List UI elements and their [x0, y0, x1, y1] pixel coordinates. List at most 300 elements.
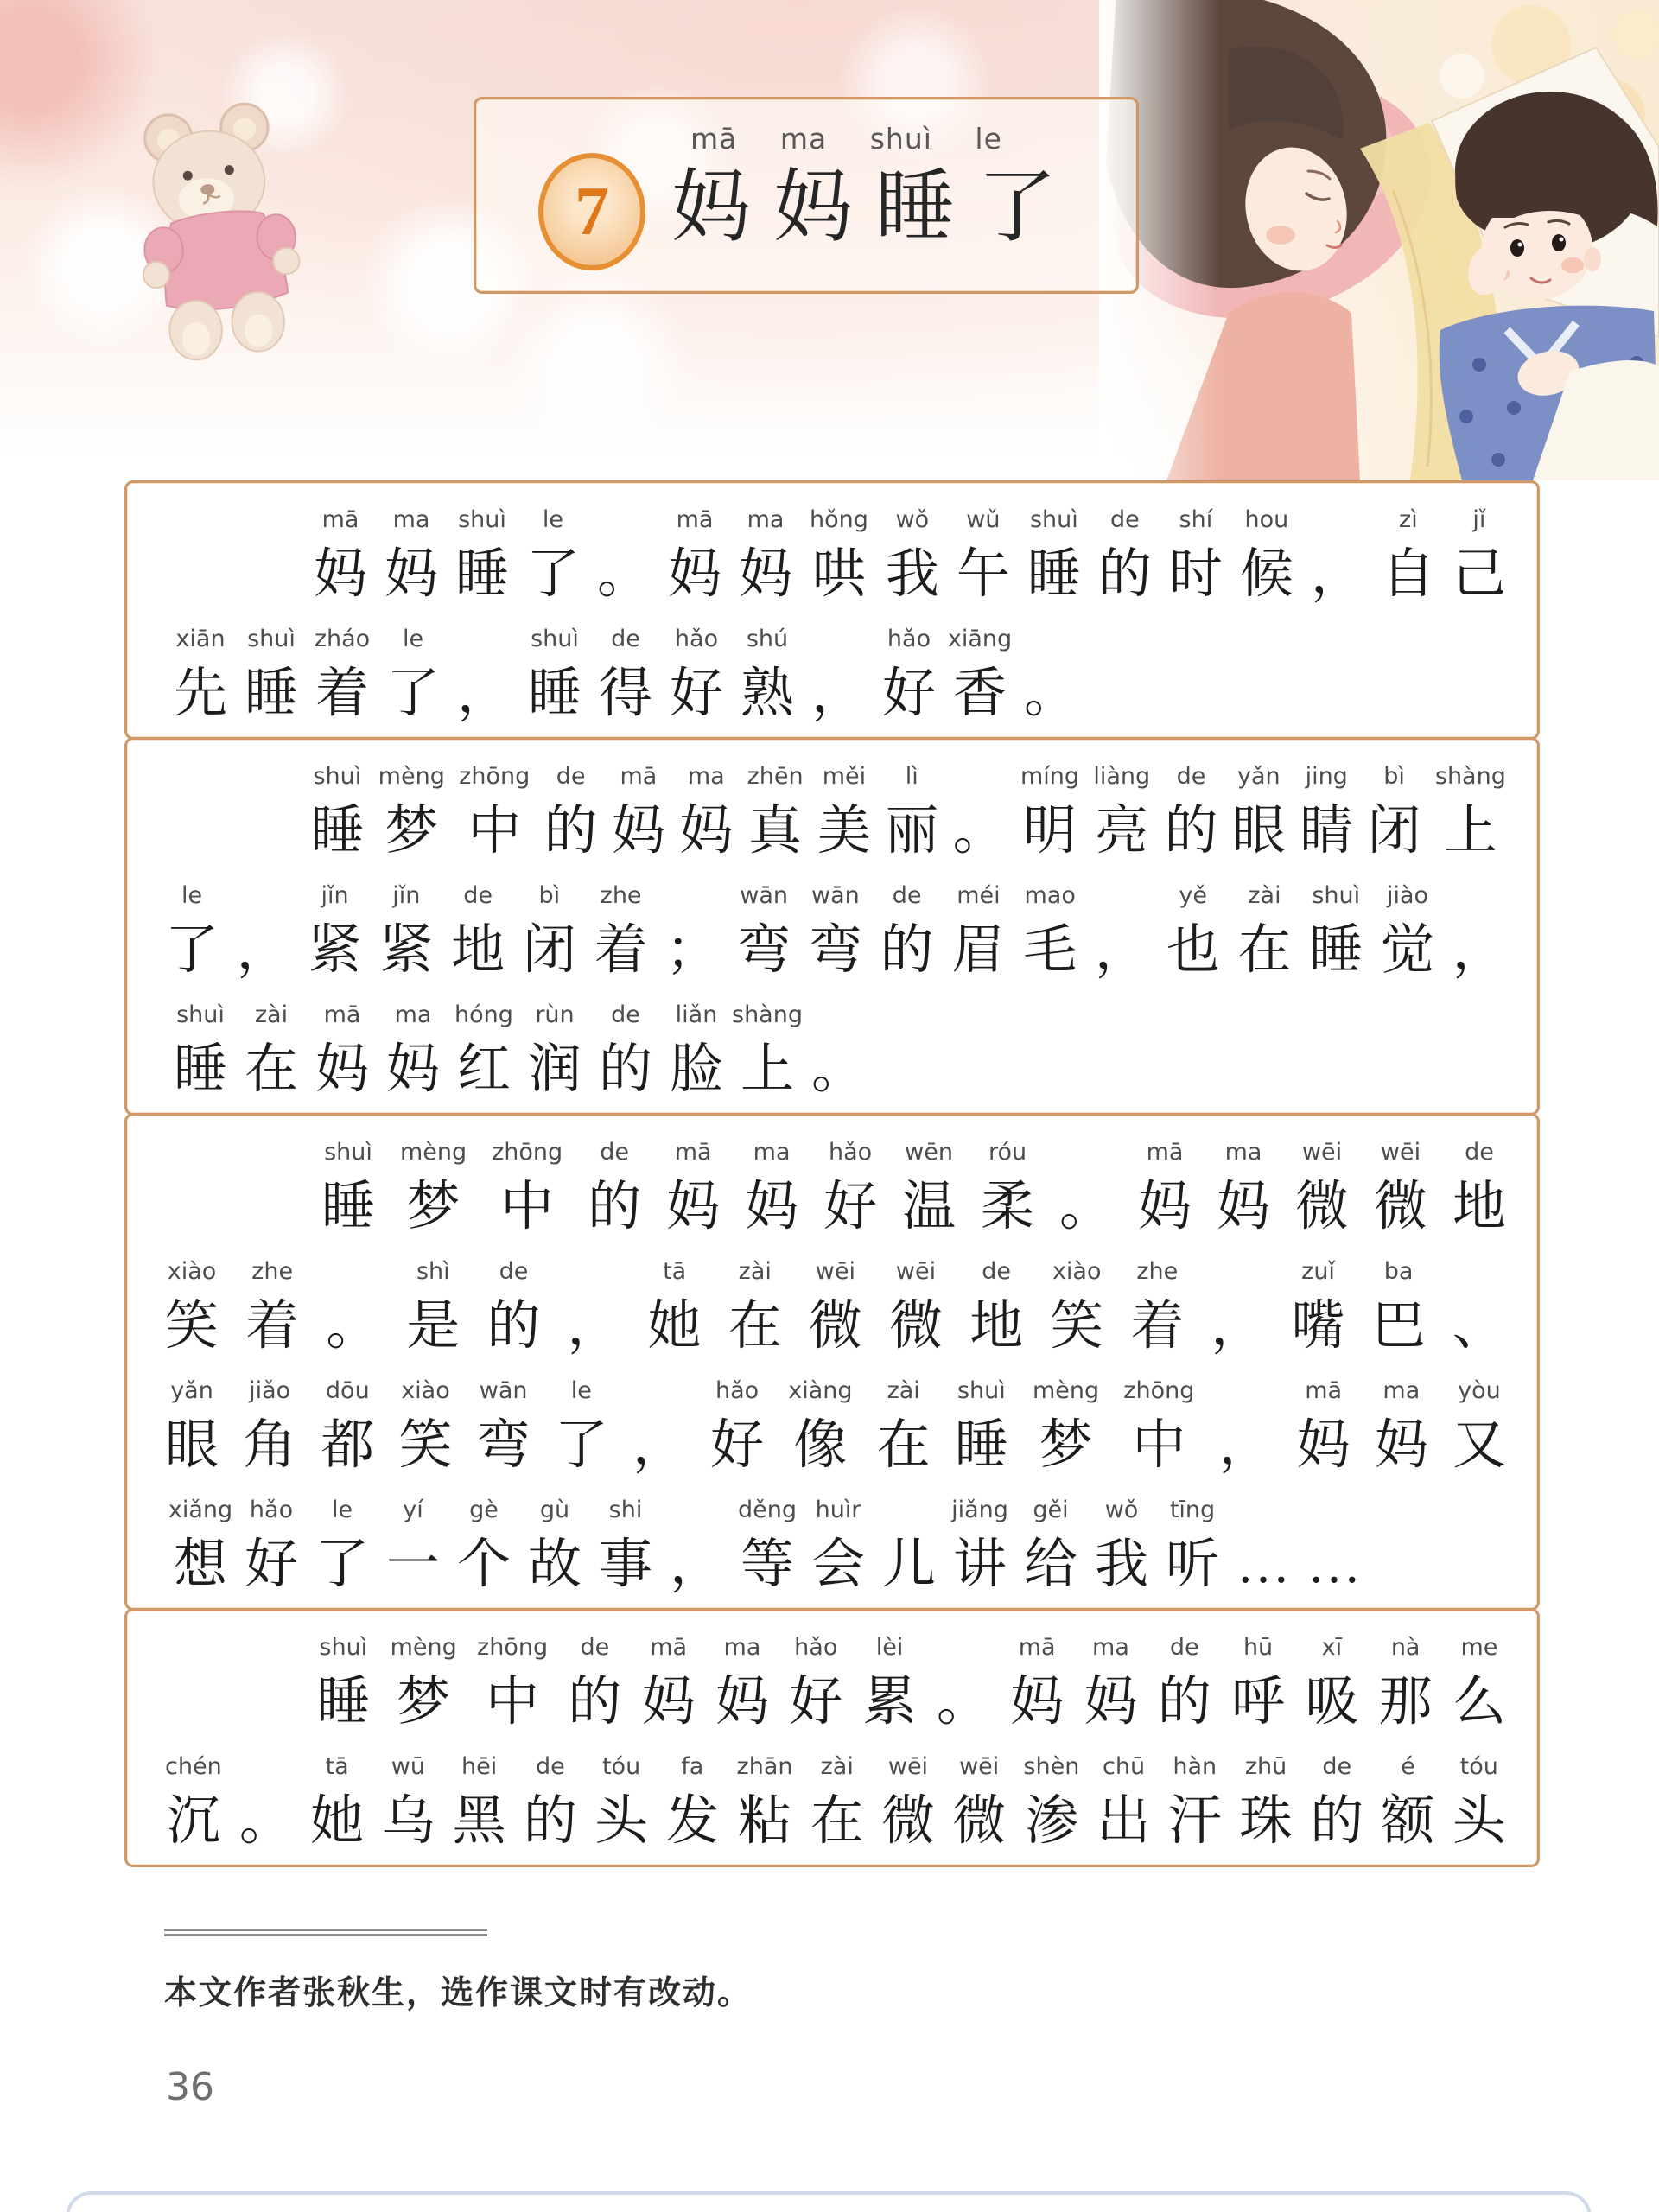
pinyin: tóu [1459, 1753, 1498, 1780]
char-with-pinyin [1368, 750, 1421, 869]
char-with-pinyin [679, 750, 733, 869]
hanzi: 睡 [173, 1040, 227, 1099]
pinyin: mèng [378, 763, 445, 790]
pinyin: shú [746, 626, 789, 652]
hanzi: 脸 [669, 1040, 723, 1099]
char-with-pinyin [747, 750, 804, 869]
mother-child-illustration [1099, 0, 1659, 480]
hanzi: 妈 [1217, 1178, 1271, 1236]
hanzi: 地 [969, 1297, 1024, 1356]
hanzi: 出 [1096, 1792, 1151, 1851]
hanzi: 妈 [738, 545, 792, 604]
pinyin: de [556, 763, 586, 790]
char-with-pinyin [951, 869, 1005, 988]
hanzi: 。 [1059, 1178, 1114, 1236]
hanzi: 我 [1094, 1535, 1148, 1594]
pinyin: shuì [324, 1139, 372, 1166]
hanzi: 。 [238, 1792, 293, 1851]
punctuation [874, 1484, 944, 1603]
pinyin: de [463, 882, 493, 909]
pinyin: de [1109, 506, 1140, 533]
char-with-pinyin [316, 1621, 370, 1740]
pinyin: ma [1224, 1139, 1262, 1166]
char-with-pinyin [880, 869, 934, 988]
char-with-pinyin [1086, 1484, 1157, 1603]
hanzi: 微 [1373, 1178, 1427, 1236]
punctuation [1311, 493, 1364, 613]
pinyin: shuì [531, 626, 579, 652]
char-with-pinyin [1097, 1740, 1151, 1859]
lesson-title-group [671, 122, 1121, 254]
hanzi: 事 [598, 1535, 652, 1594]
hanzi: 像 [793, 1416, 848, 1475]
hanzi: 熟 [740, 664, 794, 723]
char-with-pinyin [391, 1621, 457, 1740]
pinyin: tā [663, 1258, 687, 1285]
pinyin: děng [737, 1497, 797, 1523]
punctuation [597, 493, 651, 613]
hanzi: 都 [321, 1416, 375, 1475]
char-with-pinyin [448, 1484, 519, 1603]
hanzi: 眼 [165, 1416, 219, 1475]
char-with-pinyin [236, 988, 307, 1108]
teddy-bear-illustration [111, 94, 355, 367]
char-with-pinyin [165, 1740, 222, 1859]
hanzi: 妈 [1138, 1178, 1192, 1236]
pinyin: zhe [1136, 1258, 1179, 1285]
hanzi: 想 [173, 1535, 227, 1594]
pinyin: zhōng [477, 1634, 549, 1661]
paragraph-box [124, 737, 1540, 1116]
hanzi: 温 [902, 1178, 957, 1236]
hanzi: 那 [1378, 1673, 1433, 1732]
pinyin: jǐ [1472, 506, 1486, 533]
char-with-pinyin [310, 750, 364, 869]
char-with-pinyin [321, 1364, 374, 1484]
hanzi: 微 [1294, 1178, 1349, 1236]
hanzi: 微 [888, 1297, 943, 1356]
pinyin: shèn [1023, 1753, 1080, 1780]
hanzi: 润 [527, 1040, 582, 1099]
char-with-pinyin [1093, 750, 1150, 869]
hanzi: 了 [554, 1416, 608, 1475]
char-with-pinyin [863, 1621, 917, 1740]
hanzi: 美 [817, 802, 871, 861]
char-with-pinyin [902, 1126, 956, 1245]
hanzi: ， [1094, 921, 1148, 980]
pinyin: bì [538, 882, 561, 909]
char-with-pinyin [523, 869, 576, 988]
char-with-pinyin [245, 1245, 299, 1364]
pinyin: jiǎng [951, 1497, 1008, 1523]
hanzi: 呼 [1231, 1673, 1286, 1732]
pinyin: jǐn [321, 882, 349, 909]
hanzi: 妈 [313, 545, 367, 604]
pinyin: zài [1248, 882, 1281, 909]
hanzi: 得 [598, 664, 652, 723]
pinyin: zài [887, 1377, 920, 1404]
char-with-pinyin [378, 750, 445, 869]
pinyin: ma [723, 1634, 761, 1661]
pinyin: tīng [1169, 1497, 1216, 1523]
char-with-pinyin [1452, 1740, 1506, 1859]
pinyin: hǎo [715, 1377, 760, 1404]
char-with-pinyin [809, 1245, 862, 1364]
pinyin: mā [620, 763, 658, 790]
pinyin: wēi [959, 1753, 1000, 1780]
pinyin: jiào [1386, 882, 1429, 909]
char-with-pinyin [728, 1245, 782, 1364]
hanzi: 中 [1132, 1416, 1186, 1475]
pinyin: yě [1179, 882, 1208, 909]
text-line [165, 988, 1506, 1108]
char-with-pinyin [710, 1364, 764, 1484]
pinyin: ma [392, 506, 430, 533]
pinyin: le [570, 1377, 592, 1404]
pinyin: de [982, 1258, 1011, 1285]
pinyin: zài [254, 1001, 289, 1028]
pinyin: shàng [732, 1001, 803, 1028]
hanzi: ， [1310, 545, 1364, 604]
hanzi: 、 [1452, 1297, 1506, 1356]
char-with-pinyin [588, 1126, 641, 1245]
text-line [165, 1245, 1506, 1364]
indent-spacer [165, 1126, 296, 1245]
char-with-pinyin [1381, 1740, 1434, 1859]
char-with-pinyin [165, 1245, 219, 1364]
hanzi: 上 [1443, 802, 1497, 861]
hanzi: 在 [876, 1416, 931, 1475]
hanzi: 汗 [1167, 1792, 1222, 1851]
text-line [165, 1621, 1506, 1740]
hanzi: 。 [1023, 664, 1077, 723]
pinyin: fa [681, 1753, 704, 1780]
hanzi: 的 [1310, 1792, 1364, 1851]
char-with-pinyin [1098, 493, 1152, 613]
pinyin: zì [1399, 506, 1418, 533]
char-with-pinyin [1375, 1364, 1428, 1484]
hanzi: 。 [810, 1040, 865, 1099]
pinyin: mā [1305, 1377, 1343, 1404]
punctuation [661, 1484, 732, 1603]
pinyin: zhōng [459, 763, 531, 790]
hanzi: ， [632, 1416, 686, 1475]
hanzi: 中 [486, 1673, 540, 1732]
char-with-pinyin [398, 1364, 452, 1484]
char-with-pinyin [590, 613, 661, 732]
char-with-pinyin [455, 493, 509, 613]
hanzi: 妈 [1010, 1673, 1065, 1732]
pinyin: zuǐ [1301, 1258, 1335, 1285]
hanzi: 亮 [1095, 802, 1149, 861]
char-with-pinyin [952, 1740, 1006, 1859]
pinyin: xiǎng [168, 1497, 233, 1523]
char-with-pinyin [1452, 1621, 1506, 1740]
hanzi: 个 [456, 1535, 511, 1594]
pinyin: de [580, 1634, 610, 1661]
footnote-rule [164, 1929, 487, 1936]
char-with-pinyin [661, 613, 732, 732]
char-with-pinyin [1157, 1484, 1228, 1603]
char-with-pinyin [378, 613, 448, 732]
pinyin: me [1460, 1634, 1498, 1661]
hanzi: 妈 [385, 1040, 440, 1099]
pinyin: míng [1020, 763, 1080, 790]
char-with-pinyin [957, 493, 1010, 613]
hanzi: 微 [880, 1792, 935, 1851]
text-line [165, 750, 1506, 869]
pinyin: shuì [247, 626, 296, 652]
pinyin: méi [957, 882, 1001, 909]
pinyin: jǐn [392, 882, 421, 909]
char-with-pinyin [1084, 1621, 1137, 1740]
char-with-pinyin [885, 750, 938, 869]
hanzi: 会 [810, 1535, 865, 1594]
char-with-pinyin [314, 493, 367, 613]
char-with-pinyin [165, 1484, 236, 1603]
pinyin: yòu [1458, 1377, 1501, 1404]
footnote-text: 本文作者张秋生，选作课文时有改动。 [164, 1975, 753, 2012]
pinyin: wēi [887, 1753, 929, 1780]
pinyin: mā [650, 1634, 688, 1661]
hanzi: 了 [165, 921, 219, 980]
hanzi: 眼 [1231, 802, 1286, 861]
char-with-pinyin [737, 1740, 793, 1859]
char-with-pinyin [400, 1126, 467, 1245]
hanzi: 觉 [1381, 921, 1435, 980]
hanzi: 笑 [1050, 1297, 1104, 1356]
punctuation [1228, 1484, 1299, 1603]
hanzi: 好 [710, 1416, 765, 1475]
pinyin: xiān [175, 626, 226, 652]
pinyin: shuì [319, 1634, 368, 1661]
punctuation [1059, 1126, 1113, 1245]
punctuation [448, 613, 519, 732]
pinyin: zài [820, 1753, 854, 1780]
hanzi: … [1307, 1535, 1361, 1594]
hanzi: 着 [315, 664, 369, 723]
pinyin: mā [676, 506, 714, 533]
pinyin: de [1322, 1753, 1352, 1780]
pinyin: róu [988, 1139, 1027, 1166]
punctuation [1452, 1245, 1506, 1364]
lesson-number-badge [538, 153, 645, 270]
hanzi: 妈 [667, 545, 721, 604]
punctuation [1211, 1245, 1264, 1364]
hanzi: 的 [880, 921, 934, 980]
text-line [165, 1484, 1506, 1603]
hanzi: 妈 [1296, 1416, 1351, 1475]
pinyin: tā [325, 1753, 349, 1780]
char-with-pinyin [886, 493, 939, 613]
pinyin: de [1176, 763, 1206, 790]
hanzi: 午 [956, 545, 1010, 604]
hanzi: 中 [500, 1178, 555, 1236]
paragraph-box [124, 480, 1540, 740]
hanzi: 睡 [321, 1178, 375, 1236]
hanzi: 柔 [981, 1178, 1035, 1236]
char-with-pinyin [310, 1740, 364, 1859]
pinyin: zhān [736, 1753, 793, 1780]
pinyin: lèi [875, 1634, 904, 1661]
pinyin: zhōng [1123, 1377, 1195, 1404]
char-with-pinyin [1168, 1740, 1222, 1859]
text-line [165, 869, 1506, 988]
pinyin: de [1169, 1634, 1199, 1661]
hanzi: 讲 [952, 1535, 1007, 1594]
char-with-pinyin [874, 613, 944, 732]
char-with-pinyin [1166, 869, 1220, 988]
pinyin: hǎo [887, 626, 931, 652]
pinyin: hóng [454, 1001, 513, 1028]
hanzi: 紧 [379, 921, 434, 980]
hanzi: 在 [244, 1040, 298, 1099]
pinyin: jiǎo [249, 1377, 291, 1404]
pinyin: hēi [461, 1753, 498, 1780]
char-with-pinyin [668, 493, 721, 613]
page-header-background [0, 0, 1659, 480]
punctuation [803, 988, 874, 1108]
char-with-pinyin [1158, 1621, 1211, 1740]
hanzi: 我 [885, 545, 939, 604]
pinyin: wān [740, 882, 788, 909]
char-with-pinyin [165, 988, 236, 1108]
char-with-pinyin [1027, 493, 1081, 613]
pinyin: shi [608, 1497, 643, 1523]
char-with-pinyin [810, 1740, 864, 1859]
hanzi: 上 [740, 1040, 794, 1099]
punctuation [1219, 1364, 1273, 1484]
pinyin: yǎn [170, 1377, 213, 1404]
text-line [165, 493, 1506, 613]
pinyin: shuì [1312, 882, 1361, 909]
hanzi: 妈 [611, 802, 665, 861]
char-with-pinyin [519, 1484, 590, 1603]
char-with-pinyin [519, 988, 590, 1108]
hanzi: 弯 [808, 921, 862, 980]
text-line [165, 1364, 1506, 1484]
paragraph-box [124, 1608, 1540, 1867]
char-with-pinyin [1033, 1364, 1099, 1484]
hanzi: ， [669, 1535, 723, 1594]
hanzi: 的 [543, 802, 598, 861]
paragraph-box [124, 1113, 1540, 1611]
hanzi: 。 [596, 545, 651, 604]
char-with-pinyin [642, 1621, 696, 1740]
char-with-pinyin [823, 1126, 877, 1245]
pinyin: mao [1024, 882, 1076, 909]
pinyin: le [542, 506, 564, 533]
char-with-pinyin [1237, 869, 1291, 988]
pinyin: wǔ [966, 506, 1001, 533]
hanzi: 着 [1130, 1297, 1185, 1356]
hanzi: 吸 [1305, 1673, 1359, 1732]
pinyin: měi [822, 763, 867, 790]
hanzi: ， [810, 664, 865, 723]
hanzi: 粘 [738, 1792, 792, 1851]
hanzi: 了 [385, 664, 440, 723]
hanzi: 微 [808, 1297, 862, 1356]
pinyin: shì [416, 1258, 450, 1285]
pinyin: wēn [905, 1139, 953, 1166]
hanzi: 笑 [165, 1297, 219, 1356]
pinyin: ma [747, 506, 785, 533]
char-with-pinyin [612, 750, 665, 869]
hanzi: 先 [173, 664, 227, 723]
punctuation [1452, 869, 1506, 988]
pinyin: huìr [815, 1497, 861, 1523]
char-with-pinyin [944, 1484, 1015, 1603]
char-with-pinyin [477, 1364, 531, 1484]
char-with-pinyin [406, 1245, 460, 1364]
pinyin: liǎn [675, 1001, 718, 1028]
char-with-pinyin [379, 869, 433, 988]
char-with-pinyin [307, 1484, 378, 1603]
char-with-pinyin [648, 1245, 702, 1364]
pinyin: zhe [251, 1258, 294, 1285]
pinyin: hàn [1173, 1753, 1217, 1780]
pinyin: zhe [600, 882, 642, 909]
punctuation [953, 750, 1007, 869]
char-with-pinyin [1310, 1740, 1363, 1859]
hanzi: 睡 [527, 664, 582, 723]
pinyin: liàng [1093, 763, 1151, 790]
hanzi: 在 [810, 1792, 864, 1851]
pinyin: hǎo [674, 626, 719, 652]
char-with-pinyin [519, 613, 590, 732]
char-with-pinyin [1379, 1621, 1433, 1740]
hanzi: ， [1218, 1416, 1273, 1475]
pinyin: hǎo [828, 1139, 873, 1166]
pinyin: shí [1179, 506, 1213, 533]
pinyin: mèng [1032, 1377, 1100, 1404]
hanzi: 好 [823, 1178, 878, 1236]
char-with-pinyin [568, 1621, 621, 1740]
punctuation [1299, 1484, 1370, 1603]
pinyin: xī [1321, 1634, 1343, 1661]
hanzi: 好 [789, 1673, 843, 1732]
pinyin: jing [1305, 763, 1348, 790]
char-with-pinyin [378, 1484, 448, 1603]
hanzi: 么 [1452, 1673, 1506, 1732]
hanzi: 头 [1452, 1792, 1506, 1851]
hanzi: 她 [310, 1792, 365, 1851]
hanzi: 的 [1157, 1673, 1211, 1732]
hanzi: 好 [669, 664, 723, 723]
char-with-pinyin [165, 869, 219, 988]
pinyin: mā [1146, 1139, 1184, 1166]
hanzi: 笑 [398, 1416, 453, 1475]
char-with-pinyin [451, 869, 505, 988]
char-with-pinyin [1023, 1740, 1079, 1859]
pinyin: dōu [325, 1377, 370, 1404]
pinyin: zài [738, 1258, 772, 1285]
punctuation [803, 613, 874, 732]
hanzi: 睡 [244, 664, 298, 723]
lesson-title-box [474, 97, 1139, 294]
indent-spacer [165, 750, 296, 869]
pinyin: wēi [815, 1258, 855, 1285]
pinyin: gěi [1033, 1497, 1069, 1523]
char-with-pinyin [385, 493, 438, 613]
pinyin: ma [687, 763, 725, 790]
char-with-pinyin [1165, 750, 1218, 869]
char-with-pinyin [486, 1245, 540, 1364]
char-with-pinyin [1239, 1740, 1293, 1859]
hanzi: 紧 [308, 921, 362, 980]
char-with-pinyin [544, 750, 598, 869]
hanzi: 丽 [885, 802, 939, 861]
